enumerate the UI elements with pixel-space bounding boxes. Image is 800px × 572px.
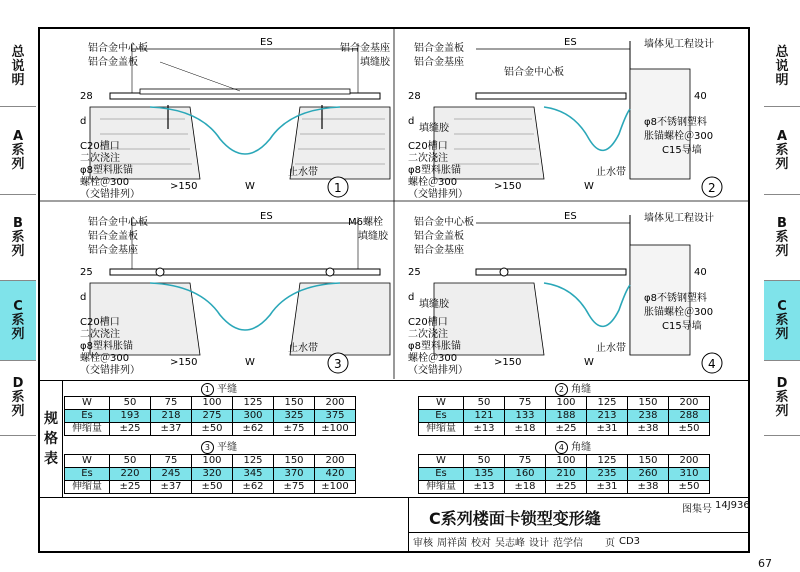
- table-row: 伸缩量 ±25 ±37 ±50 ±62 ±75 ±100: [65, 423, 356, 436]
- side-tab-1[interactable]: A 系 列: [0, 107, 36, 195]
- drawing-label: 止水带: [596, 343, 626, 354]
- spec-table-area: [40, 380, 748, 498]
- atlas-label: 图集号: [682, 504, 712, 515]
- drawing-label: 铝合金基座: [414, 245, 464, 256]
- drawing-label: C15导墙: [662, 145, 702, 156]
- drawing-label: 25: [80, 267, 93, 278]
- drawing-label: φ8塑料胀锚: [408, 341, 461, 352]
- side-tab-1[interactable]: A 系 列: [764, 107, 800, 195]
- drawing-label: 2: [708, 181, 716, 195]
- drawing-label: 4: [708, 357, 716, 371]
- detail-number: 1: [334, 181, 342, 195]
- table-row: W 50 75 100 125 150 200: [419, 455, 710, 468]
- detail-drawings: [40, 29, 748, 379]
- detail-3: [80, 211, 390, 376]
- drawing-label: 二次浇注: [408, 329, 448, 340]
- page-number: 67: [758, 557, 772, 570]
- title-block: C系列楼面卡锁型变形缝 图集号 14J936 审核 周祥茵 校对 吴志峰 设计 范学信 页 CD3: [408, 498, 748, 551]
- atlas-number: 14J936: [715, 500, 750, 511]
- drawing-label: C20槽口: [80, 141, 120, 152]
- spec-block-3: 3 平缝 W 50 75 100 125 150 200 Es 220 245 320 345 370 420 伸缩量 ±25 ±37 ±50 ±62 ±75 ±100: [64, 441, 356, 494]
- drawing-label: 铝合金盖板: [88, 57, 138, 68]
- drawing-label: ES: [564, 37, 577, 48]
- side-tab-4[interactable]: D 系 列: [0, 361, 36, 436]
- drawing-label: 28: [80, 91, 93, 102]
- table-row: Es 121 133 188 213 238 288: [419, 410, 710, 423]
- drawing-label: 铝合金盖板: [88, 231, 138, 242]
- drawing-label: φ8不锈钢塑料: [644, 117, 707, 128]
- drawing-label: 填缝胶: [358, 231, 388, 242]
- drawing-label: d: [80, 116, 87, 127]
- drawing-label: ES: [564, 211, 577, 222]
- drawing-label: ES: [260, 211, 273, 222]
- es-dim-label: ES: [260, 37, 273, 48]
- drawing-label: （交错排列）: [80, 365, 140, 376]
- drawing-label: 铝合金基座: [88, 245, 138, 256]
- side-tab-4[interactable]: D 系 列: [764, 361, 800, 436]
- drawing-label: W: [245, 357, 255, 368]
- detail-1: [80, 37, 391, 200]
- side-tab-2[interactable]: B 系 列: [0, 195, 36, 281]
- drawing-label: W: [245, 181, 255, 192]
- spec-block-2: 2 角缝 W 50 75 100 125 150 200 Es 121 133 188 213 238 288 伸缩量 ±13 ±18 ±25 ±31 ±38 ±50: [418, 383, 710, 436]
- drawing-label: 止水带: [288, 167, 318, 178]
- drawing-label: C20槽口: [80, 317, 120, 328]
- table-row: 伸缩量 ±13 ±18 ±25 ±31 ±38 ±50: [419, 481, 710, 494]
- drawing-label: 3: [334, 357, 342, 371]
- drawing-label: 止水带: [596, 167, 626, 178]
- drawing-label: φ8塑料胀锚: [80, 165, 133, 176]
- drawing-label: 螺栓＠300: [408, 177, 458, 188]
- side-tab-3[interactable]: C 系 列: [764, 281, 800, 361]
- drawing-label: 填缝胶: [419, 123, 449, 134]
- drawing-label: φ8塑料胀锚: [80, 341, 133, 352]
- drawing-label: 二次浇注: [80, 329, 120, 340]
- detail-4: [408, 211, 722, 376]
- drawing-label: 止水带: [288, 343, 318, 354]
- side-tab-3[interactable]: C 系 列: [0, 281, 36, 361]
- table-row: 伸缩量 ±13 ±18 ±25 ±31 ±38 ±50: [419, 423, 710, 436]
- side-tab-0[interactable]: 总 说 明: [0, 27, 36, 107]
- drawing-label: d: [80, 292, 87, 303]
- drawing-label: 填缝胶: [360, 57, 390, 68]
- drawing-label: φ8不锈钢塑料: [644, 293, 707, 304]
- table-row: W 50 75 100 125 150 200: [419, 397, 710, 410]
- drawing-label: 墙体见工程设计: [644, 213, 714, 224]
- drawing-label: 二次浇注: [80, 153, 120, 164]
- table-row: W 50 75 100 125 150 200: [65, 397, 356, 410]
- drawing-label: >150: [170, 181, 198, 192]
- table-row: Es 135 160 210 235 260 310: [419, 468, 710, 481]
- drawing-label: M6螺栓: [348, 217, 383, 228]
- drawing-label: C20槽口: [408, 141, 448, 152]
- left-side-tabs: [0, 0, 36, 572]
- drawing-label: 螺栓＠300: [408, 353, 458, 364]
- drawing-label: C20槽口: [408, 317, 448, 328]
- drawing-label: 铝合金盖板: [414, 43, 464, 54]
- drawing-label: 40: [694, 267, 707, 278]
- drawing-label: 胀锚螺栓＠300: [644, 131, 714, 142]
- drawing-label: 墙体见工程设计: [644, 39, 714, 50]
- drawing-label: 螺栓＠300: [80, 177, 130, 188]
- drawing-label: 铝合金中心板: [88, 43, 148, 54]
- table-row: W 50 75 100 125 150 200: [65, 455, 356, 468]
- drawing-title: C系列楼面卡锁型变形缝: [429, 509, 601, 528]
- table-row: Es 220 245 320 345 370 420: [65, 468, 356, 481]
- spec-block-4: 4 角缝 W 50 75 100 125 150 200 Es 135 160 210 235 260 310 伸缩量 ±13 ±18 ±25 ±31 ±38 ±50: [418, 441, 710, 494]
- side-tab-0[interactable]: 总 说 明: [764, 27, 800, 107]
- spec-block-1: 1 平缝 W 50 75 100 125 150 200 Es 193 218 275 300 325 375 伸缩量 ±25 ±37 ±50 ±62 ±75 ±100: [64, 383, 356, 436]
- drawing-label: 二次浇注: [408, 153, 448, 164]
- drawing-label: C15导墙: [662, 321, 702, 332]
- detail-2: [408, 37, 722, 200]
- drawing-label: 铝合金中心板: [414, 217, 474, 228]
- drawing-label: （交错排列）: [80, 189, 140, 200]
- drawing-label: >150: [494, 181, 522, 192]
- drawing-label: （交错排列）: [408, 365, 468, 376]
- drawing-label: 28: [408, 91, 421, 102]
- drawing-label: W: [584, 181, 594, 192]
- drawing-label: 40: [694, 91, 707, 102]
- drawing-label: 胀锚螺栓＠300: [644, 307, 714, 318]
- drawing-label: 25: [408, 267, 421, 278]
- drawing-label: （交错排列）: [408, 189, 468, 200]
- table-row: 伸缩量 ±25 ±37 ±50 ±62 ±75 ±100: [65, 481, 356, 494]
- drawing-label: d: [408, 292, 415, 303]
- drawing-label: 填缝胶: [419, 299, 449, 310]
- right-side-tabs: [764, 0, 800, 572]
- spec-table-label: 规 格 表: [40, 381, 63, 497]
- drawing-label: 螺栓＠300: [80, 353, 130, 364]
- side-tab-2[interactable]: B 系 列: [764, 195, 800, 281]
- drawing-label: 铝合金基座: [414, 57, 464, 68]
- drawing-label: >150: [494, 357, 522, 368]
- drawing-label: W: [584, 357, 594, 368]
- drawing-label: 铝合金基座: [340, 43, 390, 54]
- drawing-label: 铝合金中心板: [88, 217, 148, 228]
- drawing-label: d: [408, 116, 415, 127]
- drawing-label: >150: [170, 357, 198, 368]
- drawing-label: 铝合金中心板: [504, 67, 564, 78]
- table-row: Es 193 218 275 300 325 375: [65, 410, 356, 423]
- drawing-label: 铝合金盖板: [414, 231, 464, 242]
- drawing-label: φ8塑料胀锚: [408, 165, 461, 176]
